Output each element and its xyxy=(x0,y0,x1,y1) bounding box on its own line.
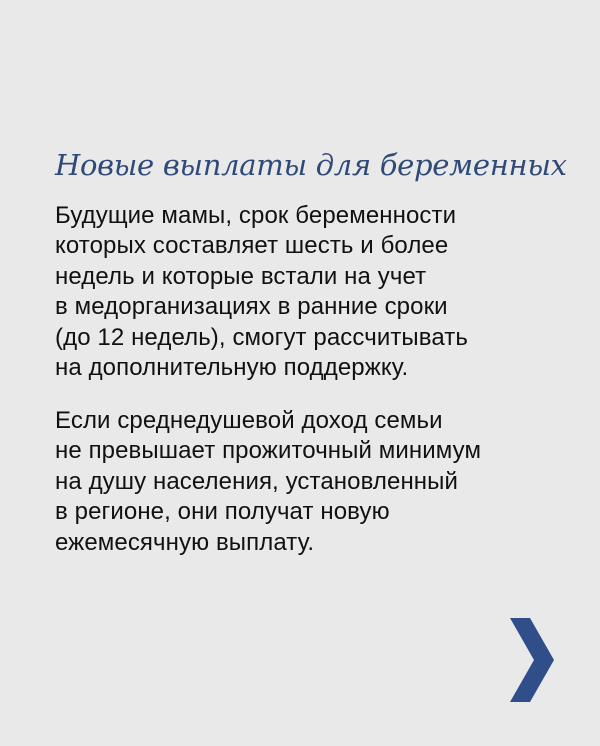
text-line: (до 12 недель), смогут рассчитывать xyxy=(55,323,468,351)
text-line: которых составляет шесть и более xyxy=(55,232,449,260)
slide-title: Новые выплаты для беременных xyxy=(55,148,567,182)
paragraph-pregnancy-eligibility xyxy=(55,201,555,384)
text-line: в регионе, они получат новую xyxy=(55,498,390,526)
text-line: Если среднедушевой доход семьи xyxy=(55,406,443,434)
text-line: на дополнительную поддержку. xyxy=(55,354,409,382)
slide-content xyxy=(55,148,567,580)
text-line: ежемесячную выплату. xyxy=(55,528,315,556)
paragraph-income-condition xyxy=(55,406,555,559)
text-line: в медорганизациях в ранние сроки xyxy=(55,293,448,321)
next-slide-button[interactable] xyxy=(508,618,556,702)
text-line: недель и которые встали на учет xyxy=(55,262,427,290)
chevron-right-icon xyxy=(508,618,556,702)
text-line: не превышает прожиточный минимум xyxy=(55,437,482,465)
text-line: Будущие мамы, срок беременности xyxy=(55,201,457,229)
text-line: на душу населения, установленный xyxy=(55,467,459,495)
